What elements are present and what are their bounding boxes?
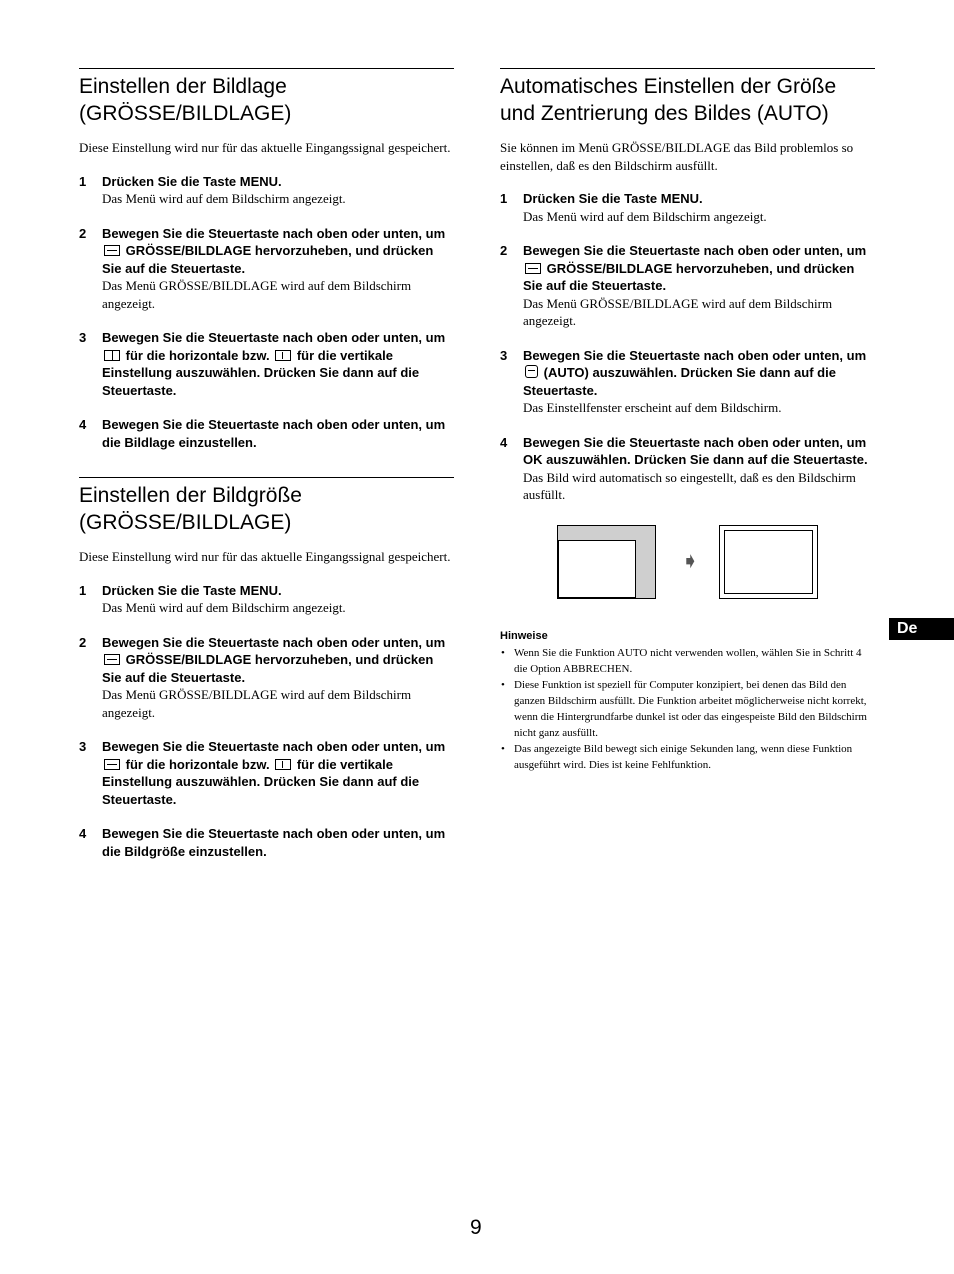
auto-adjust-illustration [500,521,875,621]
step-2 [79,225,454,313]
step-number: 2 [79,634,87,650]
vertical-size-icon [275,759,291,770]
step-4 [79,416,454,451]
step-result: Das Menü wird auf dem Bildschirm angezeigt. [102,600,346,615]
step-result: Das Einstellfenster erscheint auf dem Bildschirm. [523,400,782,415]
step-1 [79,582,454,617]
step-2 [500,242,875,330]
note-item: • Diese Funktion ist speziell für Computer konzipiert, bei denen das Bild den ganzen Bildschirm ausfüllt. Die Funktion arbeitet möglicherweise nicht korrekt, wenn die Hintergrundfarbe dunkel ist oder das eingespeiste Bild den Bildschirm nicht ganz ausfüllt. [500,677,875,741]
size-position-icon [104,654,120,665]
section-intro: Diese Einstellung wird nur für das aktuelle Eingangssignal gespeichert. [79,140,451,155]
section-intro: Sie können im Menü GRÖSSE/BILDLAGE das Bild problemlos so einstellen, daß es den Bildschirm ausfüllt. [500,140,854,173]
step-1 [79,173,454,208]
step-instruction: Bewegen Sie die Steuertaste nach oben oder unten, um GRÖSSE/BILDLAGE hervorzuheben, und drücken Sie auf die Steuertaste. [102,225,446,276]
step-instruction: Bewegen Sie die Steuertaste nach oben oder unten, um (AUTO) auszuwählen. Drücken Sie dann auf die Steuertaste. [523,347,867,398]
horizontal-size-icon [104,759,120,770]
step-instruction: Bewegen Sie die Steuertaste nach oben oder unten, um die Bildgröße einzustellen. [102,826,446,859]
step-result: Das Menü GRÖSSE/BILDLAGE wird auf dem Bildschirm angezeigt. [523,295,833,328]
language-tab: De [889,618,954,640]
screen-before-icon [557,525,656,599]
step-3 [500,347,875,417]
step-result: Das Menü GRÖSSE/BILDLAGE wird auf dem Bildschirm angezeigt. [102,278,412,311]
section-intro: Diese Einstellung wird nur für das aktuelle Eingangssignal gespeichert. [79,549,451,564]
vertical-position-icon [275,350,291,361]
step-number: 3 [500,347,508,363]
step-3 [79,329,454,399]
step-instruction: Drücken Sie die Taste MENU. [102,173,282,189]
notes-heading: Hinweise [500,629,548,642]
note-item: • Das angezeigte Bild bewegt sich einige Sekunden lang, wenn diese Funktion ausgeführt wird. Dies ist keine Fehlfunktion. [500,741,875,773]
step-number: 4 [79,826,87,841]
size-position-icon [525,263,541,274]
step-instruction: Bewegen Sie die Steuertaste nach oben oder unten, um OK auszuwählen. Drücken Sie dann auf die Steuertaste. [523,434,868,467]
section-title: Automatisches Einstellen der Größe und Zentrierung des Bildes (AUTO) [500,75,837,125]
right-column [500,68,875,799]
step-number: 1 [79,173,87,189]
page-number: 9 [470,1216,482,1239]
step-1 [500,190,875,225]
step-result: Das Menü wird auf dem Bildschirm angezeigt. [102,191,346,206]
step-number: 2 [79,225,87,241]
auto-icon [525,365,538,378]
step-instruction: Bewegen Sie die Steuertaste nach oben oder unten, um die Bildlage einzustellen. [102,417,446,450]
step-number: 1 [79,582,87,598]
step-result: Das Bild wird automatisch so eingestellt, daß es den Bildschirm ausfüllt. [523,469,856,502]
step-result: Das Menü GRÖSSE/BILDLAGE wird auf dem Bildschirm angezeigt. [102,687,412,720]
step-number: 4 [79,417,87,432]
note-item: • Wenn Sie die Funktion AUTO nicht verwenden wollen, wählen Sie in Schritt 4 die Option ABBRECHEN. [500,645,875,677]
step-instruction: Bewegen Sie die Steuertaste nach oben oder unten, um GRÖSSE/BILDLAGE hervorzuheben, und drücken Sie auf die Steuertaste. [523,243,867,293]
step-number: 3 [79,330,87,345]
left-column [79,68,454,886]
section-auto [500,68,875,773]
notes-list [500,645,875,773]
step-instruction: Bewegen Sie die Steuertaste nach oben oder unten, um GRÖSSE/BILDLAGE hervorzuheben, und drücken Sie auf die Steuertaste. [102,634,446,685]
size-position-icon [104,245,120,256]
section-title: Einstellen der Bildlage (GRÖSSE/BILDLAGE) [79,75,292,125]
horizontal-position-icon [104,350,120,361]
section-bildgroesse [79,477,454,860]
step-number: 3 [79,739,87,754]
step-4 [500,434,875,504]
step-2 [79,634,454,722]
step-4 [79,825,454,860]
step-number: 2 [500,243,508,258]
arrow-right-icon: ➧ [681,548,700,574]
step-instruction: Drücken Sie die Taste MENU. [102,582,282,598]
step-instruction: Drücken Sie die Taste MENU. [523,191,703,206]
section-title: Einstellen der Bildgröße (GRÖSSE/BILDLAGE) [79,484,302,534]
step-number: 4 [500,434,508,450]
step-instruction: Bewegen Sie die Steuertaste nach oben oder unten, um für die horizontale bzw. für die vertikale Einstellung auszuwählen. Drücken Sie dann auf die Steuertaste. [102,739,446,807]
step-instruction: Bewegen Sie die Steuertaste nach oben oder unten, um für die horizontale bzw. für die vertikale Einstellung auszuwählen. Drücken Sie dann auf die Steuertaste. [102,330,446,398]
step-number: 1 [500,191,508,206]
step-3 [79,738,454,808]
section-bildlage [79,68,454,451]
screen-after-icon [719,525,818,599]
step-result: Das Menü wird auf dem Bildschirm angezeigt. [523,208,767,224]
